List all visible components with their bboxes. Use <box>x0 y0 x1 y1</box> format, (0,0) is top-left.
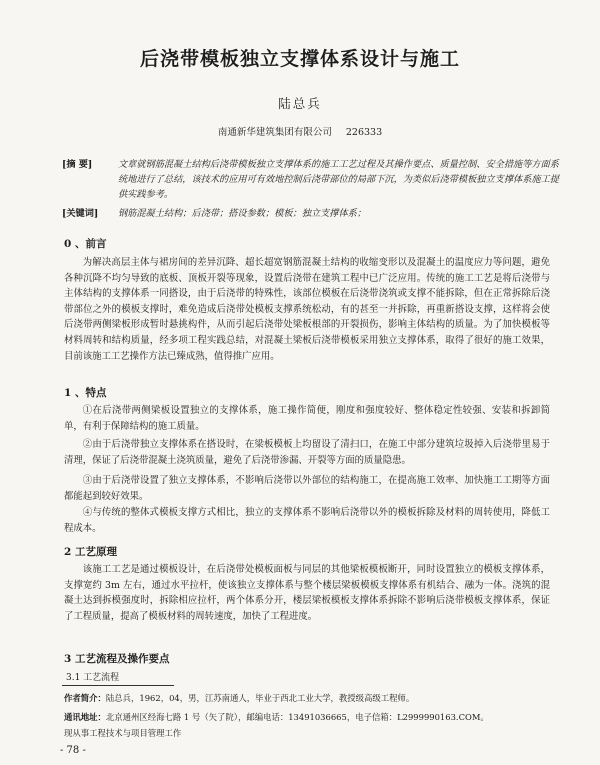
section-heading-features: 1 、特点 <box>64 387 107 399</box>
footnote-author-label: 作者简介： <box>64 693 106 703</box>
subsection-heading-flow: 3.1 工艺流程 <box>66 673 120 683</box>
abstract-label: [摘 要] <box>62 159 93 170</box>
footnote-author-text: 陆总兵，1962，04，男，江苏南通人，毕业于西北工业大学，教授级高级工程师。 <box>105 693 415 703</box>
author-name: 陆总兵 <box>278 96 322 111</box>
feature-item-1: ①在后浇带两侧梁板设置独立的支撑体系，施工操作简便，刚度和强度较好、整体稳定性较强、安装和拆卸简单，有利于保障结构的施工质量。 <box>64 405 550 432</box>
footnote-address-label: 通讯地址： <box>64 712 106 722</box>
page-number: - 78 - <box>60 745 86 756</box>
abstract-block <box>62 157 562 202</box>
paper-title: 后浇带模板独立支撑体系设计与施工 <box>139 48 460 70</box>
affiliation <box>0 124 600 138</box>
feature-item-2: ②由于后浇带独立支撑体系在搭设时，在梁板模板上均留设了清扫口，在施工中部分建筑垃圾掉入后浇带里易于清理，保证了后浇带混凝土浇筑质量，避免了后浇带渗漏、开裂等方面的质量隐患。 <box>64 439 550 466</box>
footnote-address-text: 北京通州区经海七路 1 号（矢了院），邮编电话：13491036665，电子信箱：L2999990163.COM。 <box>105 712 489 722</box>
footnote-author-info <box>64 692 564 705</box>
abstract-text: 文章就钢筋混凝土结构后浇带模板独立支撑体系的施工工艺过程及其操作要点、质量控制、安全措施等方面系统地进行了总结，该技术的应用可有效地控制后浇带部位的局部下沉，为类似后浇带模板独立支撑体系施工提供实践参考。 <box>118 159 559 200</box>
feature-item-4: ④与传统的整体式模板支撑方式相比，独立的支撑体系不影响后浇带以外的模板拆除及材料的周转使用，降低工程成本。 <box>64 507 550 534</box>
affiliation-zip: 226333 <box>345 127 383 138</box>
footnote-divider <box>62 685 174 686</box>
footnote-address <box>64 711 564 724</box>
feature-item-3: ③由于后浇带设置了独立支撑体系，不影响后浇带以外部位的结构施工，在提高施工效率、加快施工工期等方面都能起到较好效果。 <box>64 475 550 502</box>
footnote-journal: 现从事工程技术与项目管理工作 <box>64 728 182 738</box>
section-heading-principle: 2 工艺原理 <box>64 546 117 558</box>
keywords-block <box>62 206 562 221</box>
section-heading-process: 3 工艺流程及操作要点 <box>64 653 170 665</box>
keywords-text: 钢筋混凝土结构；后浇带；搭设参数；模板；独立支撑体系； <box>118 208 367 219</box>
principle-paragraph: 该施工工艺是通过模板设计，在后浇带处模板面板与同层的其他梁板模板断开，同时设置独立的模板支撑体系，支撑宽约 3m 左右，通过水平拉杆，使该独立支撑体系与整个楼层梁板模板支撑体系有机结合、融为一体。浇筑的混凝土达到拆模强度时，拆除相应拉杆，两个体系分开，楼层梁板模板支撑体系拆除不影响后浇带模板支撑体系，保证了工程质量，提高了模板材料的周转速度，加快了工程进度。 <box>64 564 550 622</box>
section-heading-intro: 0 、前言 <box>64 238 107 250</box>
keywords-label: [关键词] <box>62 208 99 219</box>
intro-paragraph: 为解决高层主体与裙房间的差异沉降、超长超宽钢筋混凝土结构的收缩变形以及混凝土的温度应力等问题，避免各种沉降不均匀导致的底板、顶板开裂等现象，设置后浇带在建筑工程中已广泛应用。传统的施工工艺是将后浇带与主体结构的支撑体系一同搭设，由于后浇带的特殊性，该部位模板在后浇带浇筑或支撑不能拆除，但在正常拆除后浇带部位之外的模板支撑时，难免造成后浇带处模板支撑系统松动，有的甚至一并拆除，再重新搭设支撑，这样将会使后浇带两侧梁板形成暂时悬挑构件，从而引起后浇带处梁板根部的开裂损伤，影响主体结构的质量。为了加快模板等材料周转和结构质量，经多项工程实践总结，对混凝土梁板后浇带模板采用独立支撑体系，取得了很好的施工效果，目前该施工工艺操作方法已臻成熟，值得推广应用。 <box>64 257 550 362</box>
affiliation-org: 南通新华建筑集团有限公司 <box>217 127 332 138</box>
